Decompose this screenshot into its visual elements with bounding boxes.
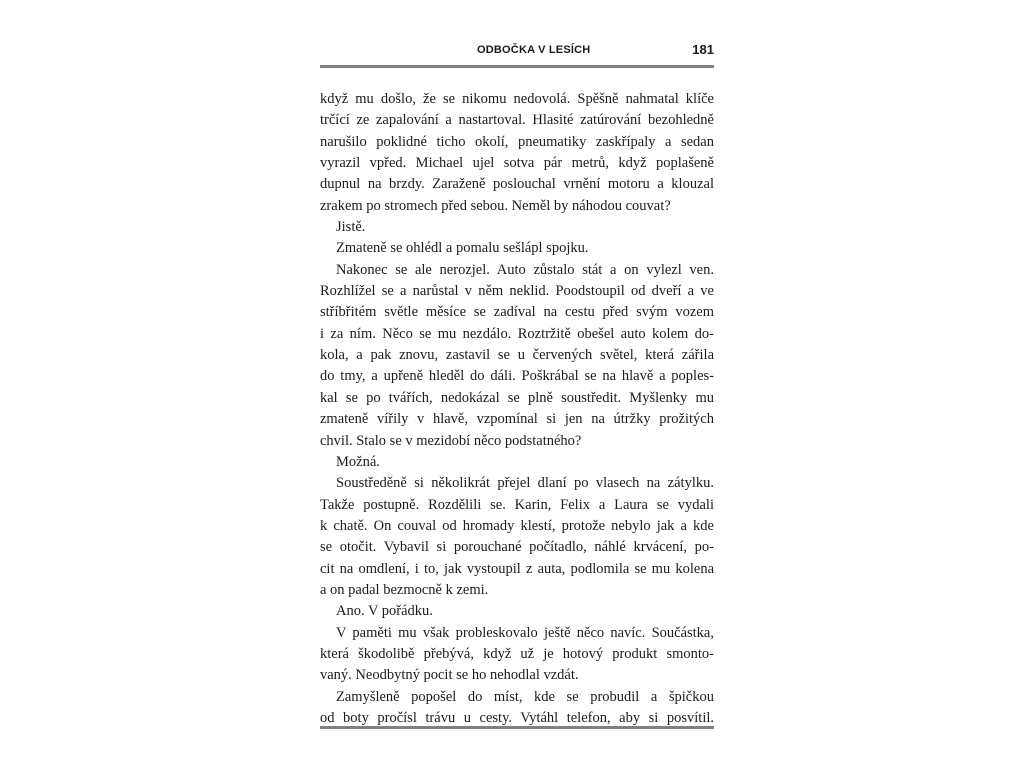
text-line: Zamyšleně popošel do míst, kde se probudil a špičkou xyxy=(336,688,714,705)
text-line: dupnul na brzdy. Zaraženě poslouchal vrnění motoru a klouzal xyxy=(320,176,714,193)
text-line: i za ním. Něco se mu nezdálo. Roztržitě obešel auto kolem do- xyxy=(320,325,714,342)
text-line: Nakonec se ale nerozjel. Auto zůstalo stát a on vylezl ven. xyxy=(336,261,714,278)
text-line: do tmy, a upřeně hleděl do dáli. Poškrábal se na hlavě a poples- xyxy=(320,368,714,385)
running-title: ODBOČKA V LESÍCH xyxy=(477,44,591,56)
body-text xyxy=(320,89,714,729)
text-line: Zmateně se ohlédl a pomalu sešlápl spojku. xyxy=(336,240,589,257)
text-line: a on padal bezmocně k zemi. xyxy=(320,581,489,598)
text-line: se otočit. Vybavil si porouchané počítadlo, náhlé krvácení, po- xyxy=(320,539,714,556)
text-line: zrakem po stromech před sebou. Neměl by náhodou couvat? xyxy=(320,197,671,214)
text-line: Soustředěně si několikrát přejel dlaní po vlasech na zátylku. xyxy=(336,475,714,492)
text-line: Rozhlížel se a narůstal v něm neklid. Poodstoupil od dveří a ve xyxy=(320,283,714,300)
text-line: když mu došlo, že se nikomu nedovolá. Spěšně nahmatal klíče xyxy=(320,91,714,107)
text-line: Jistě. xyxy=(336,219,366,236)
page-number: 181 xyxy=(692,42,714,57)
text-line: kal se po tvářích, nedokázal se plně soustředit. Myšlenky mu xyxy=(320,389,714,406)
text-line: zmateně vířily v hlavě, vzpomínal si jen na útržky prožitých xyxy=(320,411,714,428)
text-line: cit na omdlení, i to, jak vystoupil z auta, podlomila se mu kolena xyxy=(320,560,714,577)
running-head xyxy=(320,42,714,62)
text-line: Možná. xyxy=(336,453,380,470)
text-line: trčící ze zapalování a nastartoval. Hlasité zatúrování bezohledně xyxy=(320,112,714,129)
text-line: narušilo poklidné ticho okolí, pneumatiky zaskřípaly a sedan xyxy=(320,133,714,150)
footer-rule xyxy=(320,726,714,729)
text-line: kola, a pak znovu, zastavil se u červených světel, která zářila xyxy=(320,347,714,364)
text-line: Takže postupně. Rozdělili se. Karin, Felix a Laura se vydali xyxy=(320,496,714,513)
text-line: která škodolibě přebývá, když už je hotový produkt smonto- xyxy=(320,645,714,662)
text-line: k chatě. On couval od hromady klestí, protože nebylo jak a kde xyxy=(320,517,714,534)
text-line: vyrazil vpřed. Michael ujel sotva pár metrů, když poplašeně xyxy=(320,155,714,172)
text-line: chvil. Stalo se v mezidobí něco podstatného? xyxy=(320,432,582,449)
header-rule xyxy=(320,65,714,68)
text-line: V paměti mu však probleskovalo ještě něco navíc. Součástka, xyxy=(336,624,714,641)
text-line: Ano. V pořádku. xyxy=(336,603,433,620)
text-line: stříbřitém světle měsíce se zadíval na cestu před svým vozem xyxy=(320,304,714,321)
text-line: od boty pročísl trávu u cesty. Vytáhl telefon, aby si posvítil. xyxy=(320,709,714,726)
text-line: vaný. Neodbytný pocit se ho nehodlal vzdát. xyxy=(320,667,579,684)
